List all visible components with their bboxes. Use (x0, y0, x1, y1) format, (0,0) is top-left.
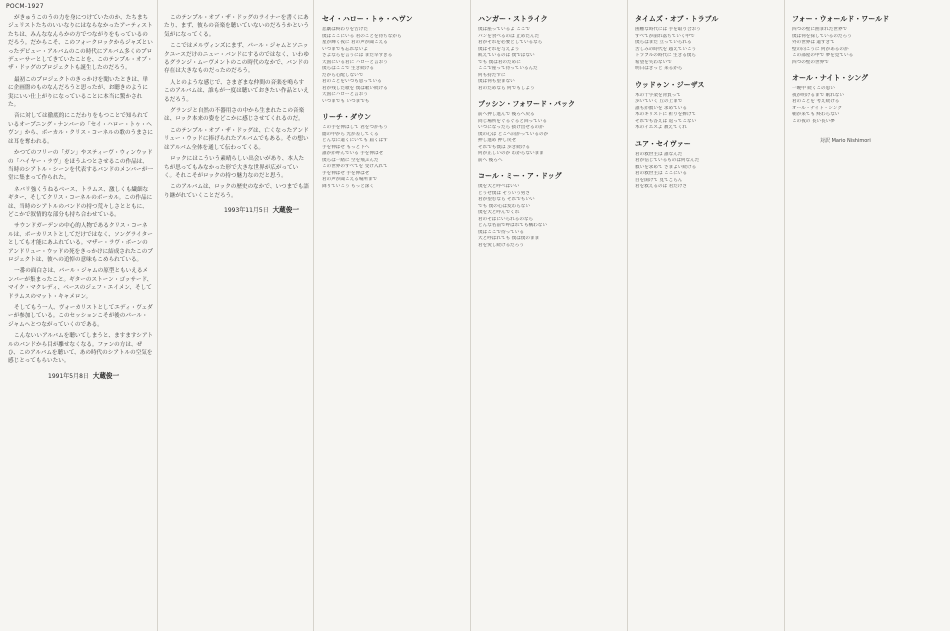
lyric-line: 何が正しいのか わからないまま (478, 151, 544, 156)
lyric-line: 救いを求めて さまよい続ける (635, 164, 697, 170)
song-title: フォー・ウォールド・ワールド (792, 15, 890, 23)
fold-line (784, 0, 785, 631)
lyric-line: 四つの壁の世界で (792, 59, 829, 65)
essay-paragraph: グランジと自然の不器用さの中から生まれたこの音楽は、ロック本来の姿をどこかに感じさせてくれるのだ。 (164, 108, 305, 123)
translator-credit: 対訳 Mario Nishimori (820, 138, 871, 144)
lyric-line: 誰もが救いを 求めている (635, 105, 687, 111)
essay-paragraph: ロックにはこういう素晴らしい出会いがあり、本人たちが思ってもみなかった形で大きな世界が広がっていく。それこそがロックの持つ魅力なのだと思う。 (164, 156, 305, 179)
essay-1-column (8, 14, 153, 626)
lyric-line: 外の世界は 遠すぎて (792, 40, 835, 45)
fold-line (157, 0, 158, 631)
song-title: リーチ・ダウン (322, 113, 371, 121)
lyric-line: 困難な時代には 手を取り合おう (635, 27, 701, 32)
lyric-line: この手を伸ばして 君をつかもう (322, 125, 388, 130)
lyric-line: 君を愛し続けるだろう (478, 242, 524, 248)
lyric-line: 目を開けて 見てごらん (635, 177, 683, 183)
lyrics-column-3 (322, 14, 465, 626)
song-block (322, 14, 465, 105)
song-block (635, 14, 778, 73)
lyric-line: 朝が来ても 終わらない (792, 112, 840, 117)
song-block (322, 112, 465, 190)
lyric-line: さよならを言うには まだ早すぎる (322, 53, 393, 58)
lyric-line: 闇の中から 光が差してくる (322, 131, 379, 137)
lyric-line: 天国にいる君に ハローと言おう (322, 59, 388, 65)
lyric-line: トラブルの時代に 生きる僕ら (635, 53, 696, 58)
essay-1-text (8, 14, 153, 366)
lyric-line: 僕を犬と呼んでくれ (478, 210, 520, 215)
lyric-line: 前へ押し進んで 後ろへ戻る (478, 112, 535, 117)
lyric-line: 僕を犬と呼べばいい (478, 184, 520, 189)
lyric-line: 僕らはここで 生き続ける (322, 66, 374, 71)
lyric-line: 一晩中 続くこの思い (792, 86, 835, 91)
lyric-line: 君の声が聞こえる場所まで (322, 177, 378, 182)
fold-line (627, 0, 628, 631)
lyric-line: 君がそれを必要としているなら (478, 40, 543, 45)
lyric-line: いつになったら 抜け出せるのか (478, 125, 544, 130)
lyric-line: 夜が明けるまで 眠れない (792, 92, 844, 98)
lyric-line: この世界のすべてを 受け入れて (322, 164, 388, 169)
lyric-line: 僕は座っているよ ここで (478, 27, 530, 32)
song-title: ユア・セイヴァー (635, 139, 691, 148)
lyric-line: それでも僕は 歩き続ける (478, 144, 530, 150)
lyric-line: 明日はきっと 来るから (635, 66, 683, 71)
lyric-line: 手を伸ばせ 手を伸ばせ (322, 170, 370, 176)
lyric-line: 君の救世主は ここにいる (635, 171, 687, 176)
lyric-line: 前へ 後ろへ (478, 157, 503, 163)
essay-paragraph: かつてのフリーの「ガン」やスティーヴ・ウィンウッドの「ハイヤー・ラヴ」をほうふつとさせるこの作品は、当時のシアトル・シーンを代表するバンドのメンバーが一堂に集まって作られた。 (8, 150, 153, 182)
essay-paragraph: 一番の面白さは、パール・ジャムの原型ともいえるメンバーが集まったこと。ギターのストーン・ゴッサード、マイク・マクレディ、ベースのジェフ・エイメン、そしてドラムスのマット・キャメロン。 (8, 268, 153, 300)
essay-paragraph: そしてもう一人、ヴォーカリストとしてエディ・ヴェダーが参加している。このセッションこそが後のパール・ジャムへとつながっていくのである。 (8, 305, 153, 328)
essay-paragraph: がきゅうこのうの力を身につけていたのか、たちまちジュリストたちのいいなりにはならなかったアーティストたちは、みんななんらかの方でつながりをもっているのだろう。だからこそ、このフォークロックからジャズといったデビュー・アルバムのこの時代にアルバム多くのプロデューサーとしてきていたことを、このテンプル・オブ・ザ・ドッグのプロジェクトも誕生したのだろう。 (8, 15, 153, 72)
essay-1-signature (8, 370, 153, 380)
lyric-line: パンを食べるのは 止めたんだ (478, 33, 540, 39)
lyric-line: 手を伸ばせ もっと下へ (322, 144, 370, 150)
essay-paragraph: ネバリ強くうねるベース、トラムス、激しくも繊細なギター、そしてクリス・コーネルのボーカル。この作品には、当時のシアトルのバンドの持つ荒々しさとともに、どこかで叙情的な部分も持ち合わせている。 (8, 186, 153, 218)
lyric-line: 君のためなら 何でもしよう (478, 85, 535, 91)
lyric-line: でも 僕は君のために (478, 59, 521, 65)
song-block (478, 99, 621, 164)
song-title: オール・ナイト・シング (792, 74, 869, 82)
essay-paragraph: このテンプル・オブ・ザ・ドッグのライナーを書くにあたり、まず、彼らの音楽を聴いていないのだろうかという気がになってくる。 (164, 15, 309, 38)
lyric-line: 降りていこう もっと深く (322, 183, 374, 189)
lyric-line: ここで座って待っているんだ (478, 66, 538, 71)
catalog-code: POCM-1927 (6, 3, 44, 10)
fold-line (470, 0, 471, 631)
lyric-line: 木の十字架を背負って (635, 92, 681, 98)
lyric-line: すべてが崩れ落ちていく中で (635, 33, 695, 39)
lyric-line: 天国にハローと言おう (322, 92, 368, 97)
lyric-line: どうせ僕は そういう男さ (478, 190, 530, 196)
essay-1-date: 1991年5月8日 (48, 372, 89, 380)
song-block (635, 139, 778, 191)
lyrics-column-6 (792, 14, 942, 626)
essay-paragraph: このアルバムは、ロックの歴史のなかで、いつまでも語り継がれていくことだろう。 (164, 184, 309, 199)
essay-1-author: 大蔵俊一 (92, 371, 120, 380)
lyric-line: 希望を失わないで (635, 59, 672, 65)
lyric-line: 僕の心は どこへ向かっているのか (478, 131, 549, 137)
lyric-line: 君の救世主は 誰なんだ (635, 151, 683, 157)
lyric-line: どんなに遠くにいても 届くはず (322, 138, 388, 143)
song-title: タイムズ・オブ・トラブル (635, 15, 719, 23)
lyric-line: 君が信じているものは何なんだ (635, 158, 700, 163)
song-block (792, 73, 942, 125)
lyric-line: 犬と呼ばれても 僕は僕のまま (478, 236, 540, 241)
essay-paragraph: ここではメルヴィンズにまず、パール・ジャムとソニックユースだけのニュー・バンドにするのではなく、いわゆるグランジ・ムーヴメントのこの時代のなかで、バンドの存在は大きなものだったのだろう。 (164, 43, 309, 75)
lyric-line: 君のことを 考え続ける (792, 99, 840, 104)
song-block (792, 14, 942, 66)
lyric-line: この部屋の中で 夢を見ている (792, 53, 854, 58)
song-block (478, 14, 621, 92)
essay-paragraph: 人とのような感じで、さまざまな仲間の音楽を鳴らすこのアルバムは、誰もが一度は聴いておきたい作品といえるだろう。 (164, 79, 309, 103)
lyric-line: 君のそばにいられるのなら (478, 216, 534, 222)
lyric-line: 木のキリストに 祈りを捧げて (635, 112, 697, 117)
lyric-line: 四つの壁に囲まれた世界で (792, 27, 848, 32)
lyric-line: 僕はここで待っている (478, 229, 524, 235)
fold-line (313, 0, 314, 631)
song-title: ウッドゥン・ジーザス (635, 80, 705, 89)
essay-2-column (164, 14, 309, 626)
lyric-line: でも 僕の心は変わらない (478, 203, 530, 209)
lyric-line: 僕らは一緒に 空を飛ぶんだ (322, 157, 379, 163)
lyric-line: いつまでも忘れないよ (322, 46, 368, 52)
lyric-line: 君が残した歌を 僕は歌い続ける (322, 85, 388, 91)
song-title: コール・ミー・ア・ドッグ (478, 172, 562, 180)
lyric-line: この夜の 長い長い夢 (792, 118, 835, 124)
essay-2-author: 大蔵俊一 (272, 206, 299, 215)
essay-paragraph: 最初このプロジェクトのきっかけを聞いたときは、単に企画盤のものなんだろうと思ったが、お聴きのように実にいい仕上がりになっていることに本当に驚かされた。 (8, 76, 149, 109)
lyric-line: 君を救えるのは 君だけさ (635, 184, 687, 189)
lyric-line: それでも答えは 返ってこない (635, 118, 697, 124)
song-title: セイ・ハロー・トゥ・ヘヴン (322, 15, 413, 23)
song-title: プッシン・フォワード・バック (478, 100, 575, 108)
lyric-line: 僕はそれを与えよう (478, 46, 520, 52)
lyrics-column-4 (478, 14, 621, 626)
song-title: ハンガー・ストライク (478, 15, 548, 23)
lyric-line: 僕は何を探しているのだろう (792, 33, 852, 39)
lyric-line: 壁の向こうに 何があるのか (792, 46, 849, 52)
lyric-line: 誰かが呼んでいる 手を伸ばせ (322, 151, 384, 156)
lyric-line: だから心配しないで (322, 72, 364, 78)
lyric-line: 君のことをいつも思っている (322, 79, 382, 84)
essay-2-signature (164, 204, 309, 214)
lyric-line: 木のイエスよ 教えてくれ (635, 125, 687, 130)
essay-2-date: 1993年11月5日 (224, 207, 269, 215)
essay-paragraph: このテンプル・オブ・ザ・ドッグは、亡くなったアンドリュー・ウッドに捧げられたアルバムでもある。その想いはアルバム全体を通して伝わってくる。 (164, 127, 309, 151)
lyric-line: 君が望むなら それでもいい (478, 197, 535, 202)
lyric-line: どんな名前で呼ばれても構わない (478, 223, 547, 228)
lyric-line: いつまでも いつまでも (322, 98, 370, 104)
song-block (478, 171, 621, 249)
lyric-line: 星が輝く夜に 君の声が聞こえる (322, 40, 388, 45)
lyric-line: 悲劇は終わりを告げた (322, 27, 368, 32)
lyric-line: 押し進め 押し戻せ (478, 138, 517, 143)
lyrics-column-5 (635, 14, 778, 626)
song-block (635, 80, 778, 132)
lyric-line: 歩いていく 丘の上まで (635, 99, 683, 104)
essay-paragraph: 音に対しては徹底的にこだわりをもつことで知られているオープニング・ナンバーの「セイ・ハロー・トゥ・ヘヴン」から、ボーカル・クリス・コーネルの歌のうまさには耳を奪われる。 (8, 113, 153, 145)
lyric-line: 飢えているのは 僕ではない (478, 53, 535, 58)
lyric-line: 僕らはまだ 立っていられる (635, 40, 692, 45)
essay-paragraph: サウンドガーデンの中心的人物であるクリス・コーネルは、ボーカリストとしてだけではなく、ソングライターとしても才能にあふれている。マザー・ラヴ・ボーンのアンドリュー・ウッドの死をきっかけに結成されたこのプロジェクトは、彼への追悼の意味もこめられている。 (8, 223, 153, 263)
lyric-line: 何も持たずに (478, 72, 506, 78)
lyric-line: 僕はここにいる 君のことを待ちながら (322, 33, 402, 39)
lyric-line: 僕は何も望まない (478, 79, 515, 84)
essay-paragraph: こんないいアルバムを聴いてしまうと、ますますシアトルのバンドから目が離せなくなる。ファンの方は、ぜひ、このアルバムを聴いて、あの時代のシアトルの空気を感じとってもらいたい。 (8, 333, 153, 365)
essay-2-text (164, 14, 309, 200)
lyric-line: オール・ナイト・シング (792, 105, 842, 111)
lyric-line: 苦しみの時代を 越えていこう (635, 46, 697, 52)
lyric-line: 同じ場所をぐるぐると回っている (478, 118, 547, 124)
